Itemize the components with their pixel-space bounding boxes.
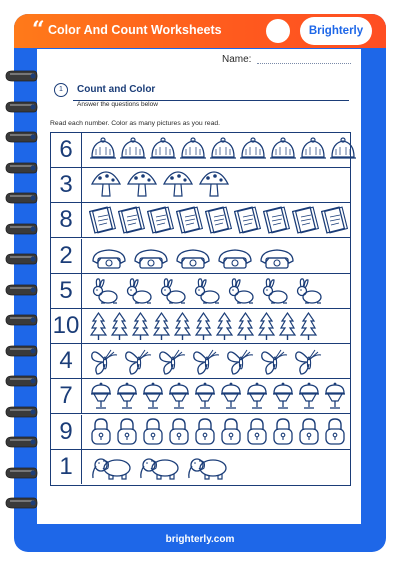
- book-icon[interactable]: [147, 205, 174, 235]
- picture-row: [89, 133, 359, 167]
- table-row: [51, 415, 350, 450]
- padlock-icon[interactable]: [141, 417, 165, 447]
- bell-icon[interactable]: [209, 135, 237, 165]
- butterfly-icon[interactable]: [123, 346, 155, 376]
- binding-ring-icon: [4, 406, 38, 418]
- bell-icon[interactable]: [149, 135, 177, 165]
- binding-ring-icon: [4, 162, 38, 174]
- worksheet-paper: [37, 49, 361, 524]
- bell-icon[interactable]: [89, 135, 117, 165]
- rabbit-icon[interactable]: [293, 276, 325, 306]
- padlock-icon[interactable]: [167, 417, 191, 447]
- table-row: [51, 168, 350, 203]
- bell-icon[interactable]: [269, 135, 297, 165]
- picture-row: [89, 274, 327, 308]
- picture-row: [89, 344, 327, 378]
- tree-icon[interactable]: [278, 311, 297, 341]
- book-icon[interactable]: [263, 205, 290, 235]
- padlock-icon[interactable]: [323, 417, 347, 447]
- tree-icon[interactable]: [215, 311, 234, 341]
- row-number: 4: [51, 344, 82, 378]
- row-number: 7: [51, 379, 82, 413]
- picture-row: [89, 379, 349, 413]
- rabbit-icon[interactable]: [191, 276, 223, 306]
- binding-ring-icon: [4, 223, 38, 235]
- footer-link[interactable]: brighterly.com: [165, 534, 235, 545]
- binding-ring-icon: [4, 497, 38, 509]
- mushroom-icon[interactable]: [125, 170, 159, 200]
- book-icon[interactable]: [118, 205, 145, 235]
- page-title: Color And Count Worksheets: [48, 23, 222, 37]
- binding-ring-icon: [4, 467, 38, 479]
- table-row: [51, 239, 350, 274]
- elephant-icon[interactable]: [89, 452, 135, 482]
- butterfly-icon[interactable]: [157, 346, 189, 376]
- binding-ring-icon: [4, 345, 38, 357]
- padlock-icon[interactable]: [193, 417, 217, 447]
- butterfly-icon[interactable]: [89, 346, 121, 376]
- ice-cream-icon[interactable]: [141, 381, 165, 411]
- bell-icon[interactable]: [329, 135, 357, 165]
- instruction-text: Read each number. Color as many pictures as you read.: [50, 120, 221, 127]
- ice-cream-icon[interactable]: [271, 381, 295, 411]
- picture-row: [89, 203, 350, 237]
- book-icon[interactable]: [205, 205, 232, 235]
- mushroom-icon[interactable]: [89, 170, 123, 200]
- padlock-icon[interactable]: [245, 417, 269, 447]
- butterfly-icon[interactable]: [259, 346, 291, 376]
- telephone-icon[interactable]: [215, 241, 255, 271]
- binding-ring-icon: [4, 101, 38, 113]
- table-row: [51, 450, 350, 485]
- binding-ring-icon: [4, 192, 38, 204]
- row-number: 9: [51, 415, 82, 449]
- binding-ring-icon: [4, 284, 38, 296]
- telephone-icon[interactable]: [173, 241, 213, 271]
- padlock-icon[interactable]: [89, 417, 113, 447]
- table-row: [51, 344, 350, 379]
- book-icon[interactable]: [89, 205, 116, 235]
- task-title: Count and Color: [77, 84, 156, 95]
- picture-row: [89, 450, 233, 484]
- table-row: [51, 274, 350, 309]
- circle-button[interactable]: [266, 19, 290, 43]
- tree-icon[interactable]: [152, 311, 171, 341]
- binding-ring-icon: [4, 436, 38, 448]
- butterfly-icon[interactable]: [225, 346, 257, 376]
- tree-icon[interactable]: [89, 311, 108, 341]
- ice-cream-icon[interactable]: [245, 381, 269, 411]
- ice-cream-icon[interactable]: [193, 381, 217, 411]
- bell-icon[interactable]: [299, 135, 327, 165]
- picture-row: [89, 239, 299, 273]
- padlock-icon[interactable]: [219, 417, 243, 447]
- butterfly-icon[interactable]: [191, 346, 223, 376]
- ice-cream-icon[interactable]: [219, 381, 243, 411]
- binding-ring-icon: [4, 253, 38, 265]
- row-number: 5: [51, 274, 82, 308]
- tree-icon[interactable]: [173, 311, 192, 341]
- binding-ring-icon: [4, 70, 38, 82]
- row-number: 6: [51, 133, 82, 167]
- table-row: [51, 309, 350, 344]
- mushroom-icon[interactable]: [197, 170, 231, 200]
- row-number: 10: [51, 309, 82, 343]
- binding-ring-icon: [4, 314, 38, 326]
- tree-icon[interactable]: [236, 311, 255, 341]
- telephone-icon[interactable]: [89, 241, 129, 271]
- table-row: [51, 379, 350, 414]
- header-bar: [14, 14, 386, 48]
- tree-icon[interactable]: [131, 311, 150, 341]
- brand-logo[interactable]: Brighterly: [300, 17, 372, 45]
- name-field-line[interactable]: [257, 63, 351, 64]
- padlock-icon[interactable]: [271, 417, 295, 447]
- rabbit-icon[interactable]: [89, 276, 121, 306]
- book-icon[interactable]: [321, 205, 348, 235]
- task-subtitle: Answer the questions below: [77, 101, 158, 108]
- quote-icon: “: [32, 17, 45, 43]
- bell-icon[interactable]: [179, 135, 207, 165]
- padlock-icon[interactable]: [297, 417, 321, 447]
- telephone-icon[interactable]: [257, 241, 297, 271]
- row-number: 1: [51, 450, 82, 484]
- elephant-icon[interactable]: [185, 452, 231, 482]
- bell-icon[interactable]: [239, 135, 267, 165]
- book-icon[interactable]: [234, 205, 261, 235]
- row-number: 2: [51, 239, 82, 273]
- task-number-badge: 1: [54, 83, 68, 97]
- counting-table: [50, 132, 351, 486]
- name-label: Name:: [222, 54, 252, 65]
- picture-row: [89, 309, 320, 343]
- elephant-icon[interactable]: [137, 452, 183, 482]
- picture-row: [89, 415, 349, 449]
- binding-ring-icon: [4, 375, 38, 387]
- table-row: [51, 203, 350, 238]
- telephone-icon[interactable]: [131, 241, 171, 271]
- butterfly-icon[interactable]: [293, 346, 325, 376]
- ice-cream-icon[interactable]: [167, 381, 191, 411]
- rabbit-icon[interactable]: [123, 276, 155, 306]
- mushroom-icon[interactable]: [161, 170, 195, 200]
- book-icon[interactable]: [176, 205, 203, 235]
- rabbit-icon[interactable]: [225, 276, 257, 306]
- tree-icon[interactable]: [257, 311, 276, 341]
- book-icon[interactable]: [292, 205, 319, 235]
- tree-icon[interactable]: [299, 311, 318, 341]
- tree-icon[interactable]: [194, 311, 213, 341]
- table-row: [51, 133, 350, 168]
- ice-cream-icon[interactable]: [323, 381, 347, 411]
- padlock-icon[interactable]: [115, 417, 139, 447]
- tree-icon[interactable]: [110, 311, 129, 341]
- ice-cream-icon[interactable]: [89, 381, 113, 411]
- row-number: 8: [51, 203, 82, 237]
- picture-row: [89, 168, 233, 202]
- ice-cream-icon[interactable]: [115, 381, 139, 411]
- ice-cream-icon[interactable]: [297, 381, 321, 411]
- bell-icon[interactable]: [119, 135, 147, 165]
- rabbit-icon[interactable]: [157, 276, 189, 306]
- binding-ring-icon: [4, 131, 38, 143]
- row-number: 3: [51, 168, 82, 202]
- rabbit-icon[interactable]: [259, 276, 291, 306]
